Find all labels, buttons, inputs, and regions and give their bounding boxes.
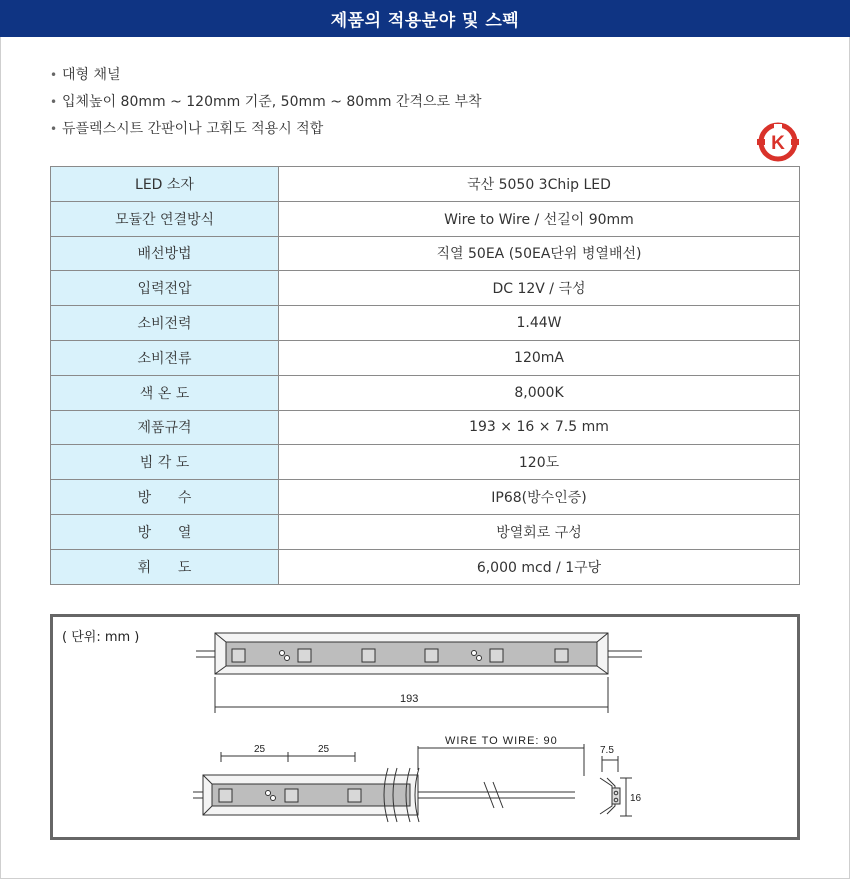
kc-letter: K — [771, 133, 785, 154]
spec-value: 120mA — [279, 340, 800, 375]
spec-row — [51, 306, 800, 341]
spec-row — [51, 236, 800, 271]
application-item: • 입체높이 80mm ~ 120mm 기준, 50mm ~ 80mm 간격으로 부착 — [50, 90, 482, 117]
wire-label: WIRE TO WIRE: 90 — [445, 735, 558, 747]
spec-key: 방 수 — [51, 480, 279, 515]
application-item: • 대형 채널 — [50, 63, 482, 90]
spec-value: 8,000K — [279, 375, 800, 410]
spec-key: 배선방법 — [51, 236, 279, 271]
spec-row — [51, 271, 800, 306]
spec-key: LED 소자 — [51, 167, 279, 202]
section-title: 제품의 적용분야 및 스펙 — [330, 11, 520, 31]
spec-row — [51, 375, 800, 410]
length-label: 193 — [400, 693, 419, 705]
spec-value: 1.44W — [279, 306, 800, 341]
spec-table — [50, 166, 800, 585]
spec-row — [51, 480, 800, 515]
depth-label: 7.5 — [600, 745, 614, 756]
unit-label: ( 단위: mm ) — [62, 630, 140, 645]
spec-row — [51, 445, 800, 480]
spec-value: 120도 — [279, 445, 800, 480]
spec-key: 소비전력 — [51, 306, 279, 341]
spec-key: 빔 각 도 — [51, 445, 279, 480]
spec-value: DC 12V / 극성 — [279, 271, 800, 306]
spec-key: 방 열 — [51, 514, 279, 549]
spec-row — [51, 201, 800, 236]
dimension-drawing — [50, 614, 800, 840]
application-item: • 듀플렉스시트 간판이나 고휘도 적용시 적합 — [50, 117, 482, 144]
spec-value: Wire to Wire / 선길이 90mm — [279, 201, 800, 236]
spec-row — [51, 549, 800, 584]
width-label: 16 — [630, 793, 642, 804]
spec-value: 193 × 16 × 7.5 mm — [279, 410, 800, 445]
spec-key: 모듈간 연결방식 — [51, 201, 279, 236]
kc-certification-icon — [757, 121, 799, 163]
spec-value: 직열 50EA (50EA단위 병열배선) — [279, 236, 800, 271]
spec-row — [51, 514, 800, 549]
spec-key: 휘 도 — [51, 549, 279, 584]
spec-key: 입력전압 — [51, 271, 279, 306]
spec-value: 국산 5050 3Chip LED — [279, 167, 800, 202]
spec-key: 제품규격 — [51, 410, 279, 445]
spec-key: 소비전류 — [51, 340, 279, 375]
application-list — [50, 63, 482, 144]
spec-value: 6,000 mcd / 1구당 — [279, 549, 800, 584]
section-header — [0, 0, 850, 37]
spec-key: 색 온 도 — [51, 375, 279, 410]
spec-value: IP68(방수인증) — [279, 480, 800, 515]
spec-row — [51, 340, 800, 375]
spec-value: 방열회로 구성 — [279, 514, 800, 549]
pitch-label: 25 — [254, 744, 266, 755]
pitch-label: 25 — [318, 744, 330, 755]
spec-row — [51, 167, 800, 202]
spec-row — [51, 410, 800, 445]
